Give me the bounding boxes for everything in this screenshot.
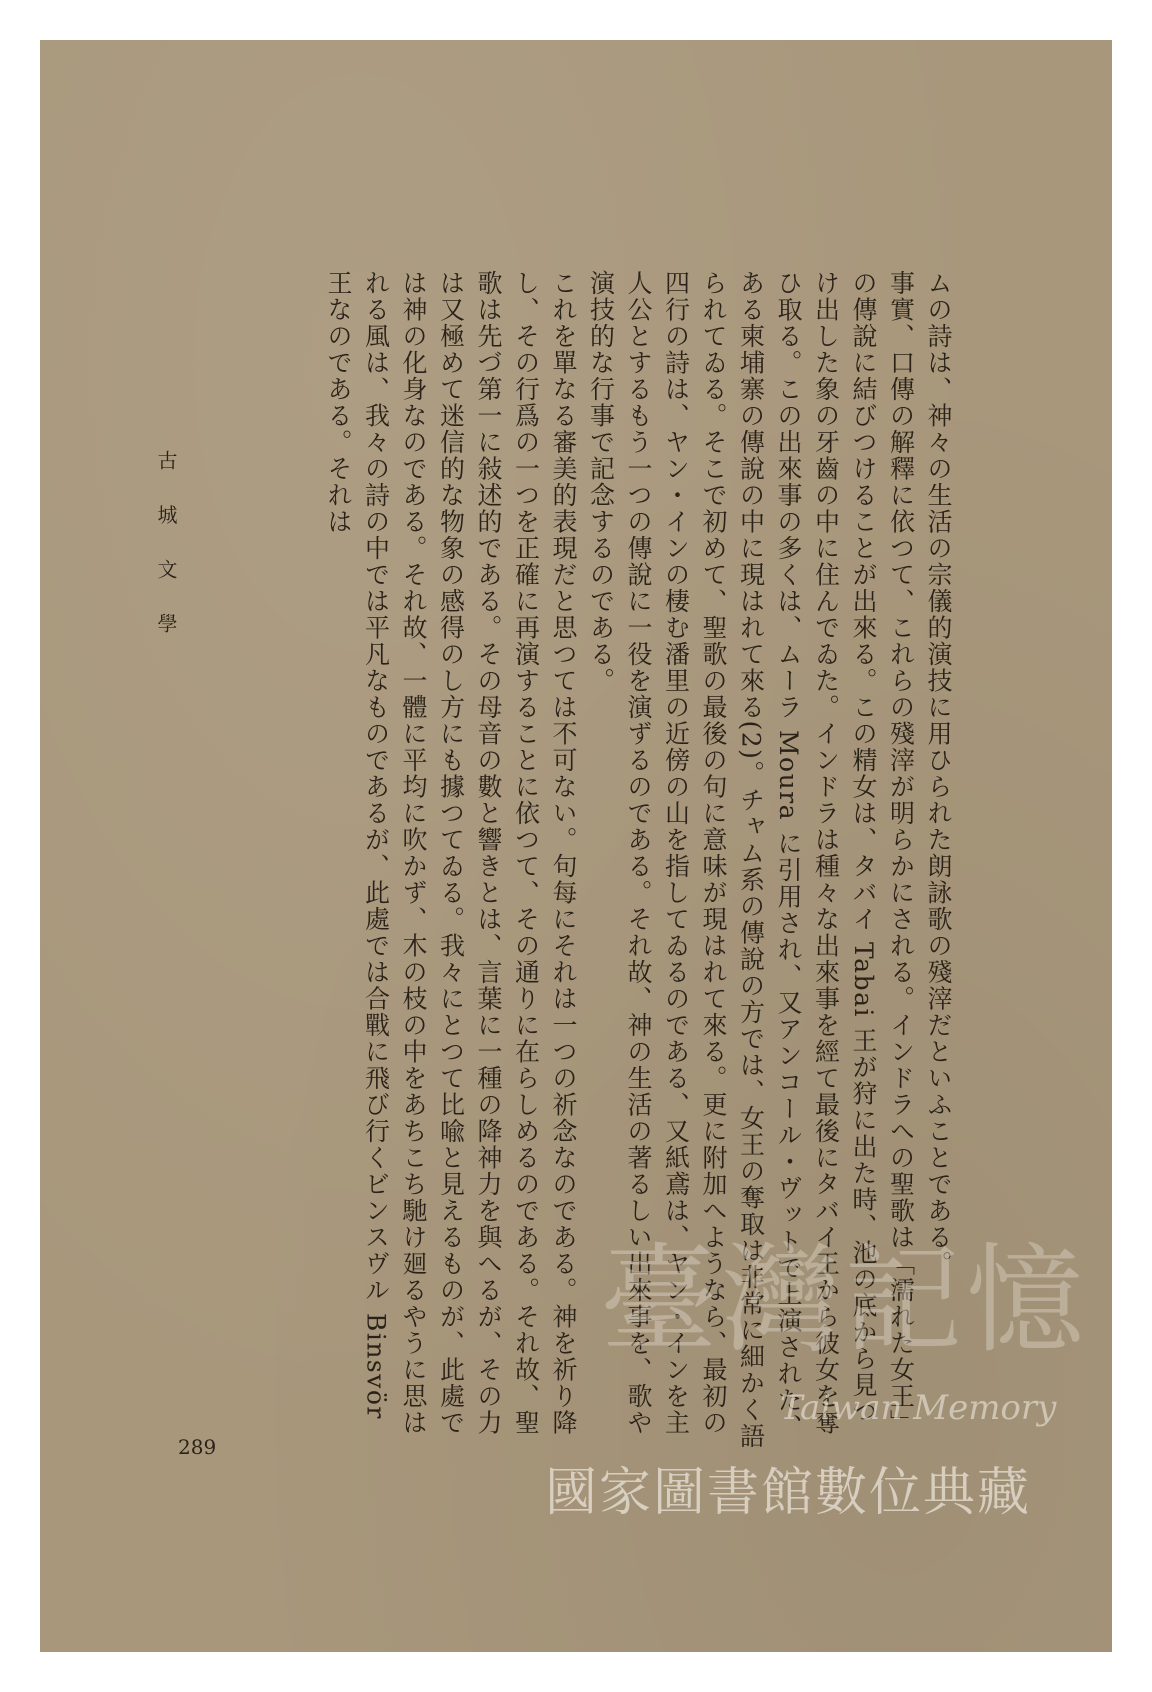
paragraph-1: ムの詩は、神々の生活の宗儀的演技に用ひられた朗詠歌の殘滓だといふことである。 — [924, 270, 953, 1277]
running-head: 古 城 文 學 — [154, 450, 178, 648]
watermark-ncl: 國家圖書館數位典藏 — [545, 1463, 1032, 1523]
watermark-taiwan-memory: 臺灣記憶 — [600, 1231, 1089, 1369]
page-number: 289 — [178, 1435, 217, 1459]
scanned-page — [40, 40, 1112, 1652]
paragraph-3: これを單なる審美的表現だと思つては不可ない。句每にそれは一つの祈念なのである。神を祈り降し、その行爲の一つを正確に再演することに依つて、その通りに在らしめるのである。それ故、聖歌は先づ第一に敍述的である。その母音の數と響きとは、言葉に一種の降神力を與へるが、その力は又極めて迷信的な物象の感得のし方にも據つてゐる。我々にとつて比喩と見えるものが、此處では神の化身なのである。それ故、一體に平均に吹かず、木の枝の中をあちこち馳け廻るやうに思はれる風は、我々の詩の中では平凡なものであるが、此處では合戰に飛び行くビンスヴル Binsvör 王なのである。それは — [324, 270, 578, 1436]
watermark-english: Taiwan Memory — [780, 1388, 1057, 1428]
paragraph-2: 事實、口傳の解釋に依つて、これらの殘滓が明らかにされる。インドラへの聖歌は「濡れた女王」の傳說に結びつけることが出來る。この精女は、タバイ Tabai 王が狩に出た時、池の底から見つけ出した象の牙齒の中に住んでゐた。インドラは種々な出來事を經て最後にタバイ王から彼女を奪ひ取る。この出來事の多くは、ムーラ Moura に引用され、又アンコール・ヴットで上演された、ある柬埔寨の傳說の中に現はれて來る(2)。チャム系の傳說の方では、女王の奪取は非常に細かく語られてゐる。そこで初めて、聖歌の最後の句に意味が現はれて來る。更に附加へようなら、最初の四行の詩は、ヤン・インの棲む潘里の近傍の山を指してゐるのである、又紙鳶は、ヤン・インを主人公とするもう一つの傳說に一役を演ずるのである。それ故、神の生活の著るしい出來事を、歌や演技的な行事で記念するのである。 — [586, 270, 916, 1450]
